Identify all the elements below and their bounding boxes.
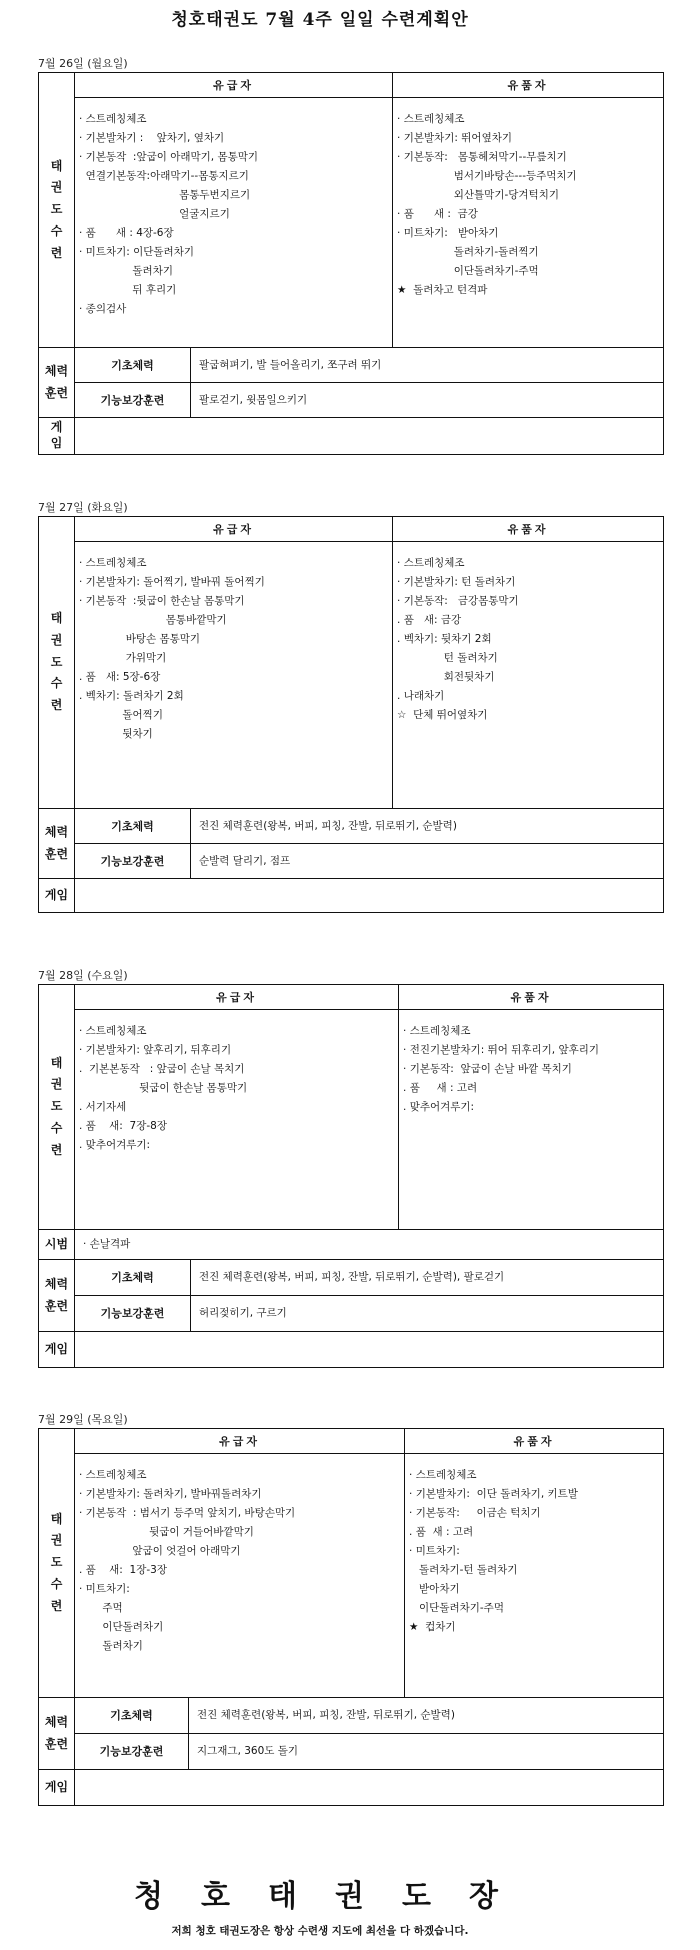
col-header-right: 유품자 [393,73,664,98]
day-date: 7월 28일 (수요일) [38,969,128,982]
col-header-left: 유급자 [75,73,393,98]
day-date: 7월 27일 (화요일) [38,501,128,514]
side-label-demo: 시범 [39,1230,75,1260]
left-cell: · 스트레칭체조 · 기본발차기: 앞후리기, 뒤후리기 . 기본본동작 : 앞굽이 손날 목치기 뒷굽이 한손날 몸통막기 . 서기자세 . 품 새: 7장-8장 . 맞추어겨루기: [75,1010,399,1230]
side-label-game: 게 임 [39,418,75,455]
basic-fitness-label: 기초체력 [75,348,191,383]
plan-table [38,72,664,455]
side-label-fitness: 체력 훈련 [39,1260,75,1332]
right-cell: · 스트레칭체조 · 기본발차기: 이단 돌려차기, 키트발 · 기본동작: 이금손 턱치기 . 품 새 : 고려 · 미트차기: 돌려차기-턴 돌려차기 받아차기 이단돌려차기-주먹 ★ 컵차기 [405,1454,664,1698]
footer-school-name: 청호태권도장 [134,1879,536,1914]
basic-fitness-text: 전진 체력훈련(왕복, 버피, 피칭, 잔발, 뒤로뛰기, 순발력), 팔로걷기 [191,1260,664,1296]
col-header-left: 유급자 [75,1429,405,1454]
plan-table [38,516,664,913]
col-header-left: 유급자 [75,517,393,542]
side-label-fitness: 체력 훈련 [39,348,75,418]
basic-fitness-label: 기초체력 [75,1260,191,1296]
game-cell [75,1770,664,1806]
demo-cell: · 손날격파 [75,1230,664,1260]
side-label-taekwondo: 태 권 도 수 련 [39,73,75,348]
func-fitness-label: 기능보강훈련 [75,383,191,418]
col-header-right: 유품자 [393,517,664,542]
col-header-left: 유급자 [75,985,399,1010]
side-label-fitness: 체력 훈련 [39,1698,75,1770]
left-cell: · 스트레칭체조 · 기본발차기: 돌려차기, 발바꿔돌려차기 · 기본동작 : 범서기 등주먹 앞치기, 바탕손막기 뒷굽이 거들어바깥막기 앞굽이 엇걸어 아래막기 . 품 새: 1장-3장 · 미트차기: 주먹 이단돌려차기 돌려차기 [75,1454,405,1698]
basic-fitness-text: 전진 체력훈련(왕복, 버피, 피칭, 잔발, 뒤로뛰기, 순발력) [189,1698,664,1734]
func-fitness-text: 순발력 달리기, 점프 [191,844,664,879]
left-cell: · 스트레칭체조 · 기본발차기 : 앞차기, 옆차기 · 기본동작 :앞굽이 아래막기, 몸통막기 연결기본동작:아래막기--몸통지르기 몸통두번지르기 얼굴지르기 · 품 새 : 4장-6장 · 미트차기: 이단돌려차기 돌려차기 뒤 후리기 · 종의검사 [75,98,393,348]
col-header-right: 유품자 [399,985,664,1010]
basic-fitness-text: 전진 체력훈련(왕복, 버피, 피칭, 잔발, 뒤로뛰기, 순발력) [191,809,664,844]
left-cell: · 스트레칭체조 · 기본발차기: 돌어찍기, 발바꿔 돌어찍기 · 기본동작 :뒷굽이 한손날 몸통막기 몸통바깥막기 바탕손 몸통막기 가위막기 . 품 새: 5장-6장 . 벡차기: 돌려차기 2회 돌어찍기 뒷차기 [75,542,393,809]
right-cell: · 스트레칭체조 · 기본발차기: 턴 돌려차기 · 기본동작: 금강몸통막기 . 품 새: 금강 . 벡차기: 뒷차기 2회 턴 돌려차기 회전뒷차기 . 나래차기 ☆ 단체 뛰어옆차기 [393,542,664,809]
game-cell [75,1332,664,1368]
func-fitness-text: 허리젖히기, 구르기 [191,1296,664,1332]
game-cell [75,879,664,913]
side-label-fitness: 체력 훈련 [39,809,75,879]
side-label-taekwondo: 태 권 도 수 련 [39,985,75,1230]
right-cell: · 스트레칭체조 · 전진기본발차기: 뛰어 뒤후리기, 앞후리기 · 기본동작: 앞굽이 손날 바깥 목치기 . 품 새 : 고려 . 맞추어겨루기: [399,1010,664,1230]
side-label-game: 게임 [39,879,75,913]
basic-fitness-text: 팔굽혀펴기, 발 들어올리기, 쪼구려 뛰기 [191,348,664,383]
side-label-taekwondo: 태 권 도 수 련 [39,517,75,809]
side-label-game: 게임 [39,1770,75,1806]
col-header-right: 유품자 [405,1429,664,1454]
plan-table [38,984,664,1368]
plan-table [38,1428,664,1806]
func-fitness-text: 지그재그, 360도 돌기 [189,1734,664,1770]
func-fitness-label: 기능보강훈련 [75,1296,191,1332]
side-label-game: 게임 [39,1332,75,1368]
func-fitness-label: 기능보강훈련 [75,844,191,879]
game-cell [75,418,664,455]
basic-fitness-label: 기초체력 [75,809,191,844]
footer-slogan: 저희 청호 태권도장은 항상 수련생 지도에 최선을 다 하겠습니다. [171,1925,469,1937]
basic-fitness-label: 기초체력 [75,1698,189,1734]
day-date: 7월 26일 (월요일) [38,57,128,70]
func-fitness-label: 기능보강훈련 [75,1734,189,1770]
right-cell: · 스트레칭체조 · 기본발차기: 뛰어옆차기 · 기본동작: 몸통헤쳐막기--무릎치기 범서기바탕손---등주먹치기 외산틀막기-당겨턱치기 · 품 새 : 금강 · 미트차기: 받아차기 돌려차기-돌려찍기 이단돌려차기-주먹 ★ 돌려차고 턴격파 [393,98,664,348]
func-fitness-text: 팔로걷기, 윗몸일으키기 [191,383,664,418]
day-date: 7월 29일 (목요일) [38,1413,128,1426]
page-title: 청호태권도 7월 4주 일일 수련계획안 [171,10,469,30]
side-label-taekwondo: 태 권 도 수 련 [39,1429,75,1698]
